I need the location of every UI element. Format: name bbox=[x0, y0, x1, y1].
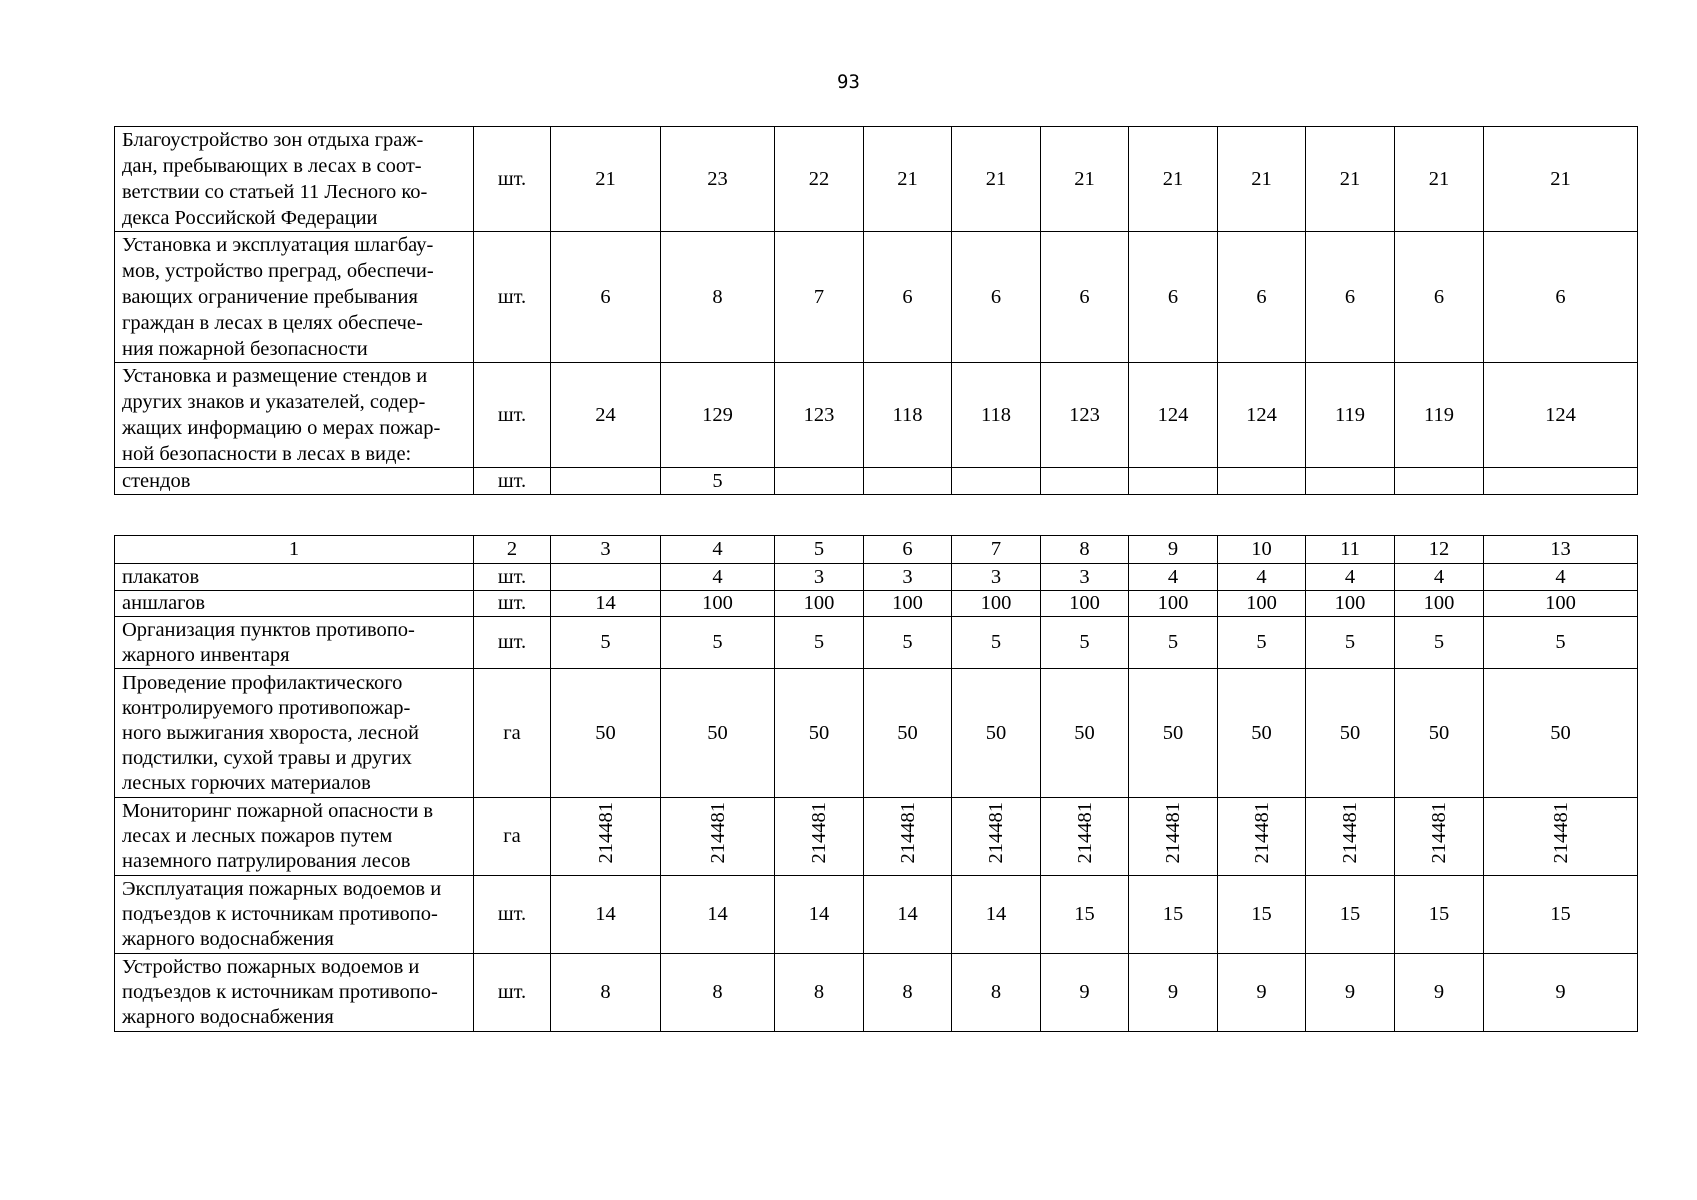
value-cell: 21 bbox=[551, 127, 661, 232]
row-name-line: ного выжигания хвороста, лесной bbox=[122, 721, 419, 744]
value-cell bbox=[1306, 798, 1395, 876]
row-name-cell bbox=[115, 876, 474, 954]
value-cell: 14 bbox=[661, 876, 775, 954]
value-cell: 50 bbox=[952, 669, 1041, 798]
value-cell: 21 bbox=[1041, 127, 1129, 232]
value-cell: 50 bbox=[1218, 669, 1306, 798]
value-text-vertical: 214481 bbox=[1162, 802, 1184, 864]
value-cell bbox=[1218, 798, 1306, 876]
value-cell bbox=[1129, 468, 1218, 495]
value-text-vertical: 214481 bbox=[1073, 802, 1096, 864]
value-cell: 5 bbox=[661, 617, 775, 669]
value-cell bbox=[952, 468, 1041, 495]
value-text-vertical: 214481 bbox=[1250, 802, 1273, 864]
table-row bbox=[115, 617, 1638, 669]
value-cell: 100 bbox=[1218, 591, 1306, 617]
value-cell: 5 bbox=[952, 617, 1041, 669]
value-cell: 22 bbox=[775, 127, 864, 232]
value-cell: 5 bbox=[661, 468, 775, 495]
value-cell: 5 bbox=[775, 617, 864, 669]
row-name-line: контролируемого противопожар- bbox=[122, 696, 411, 719]
value-cell: 8 bbox=[551, 954, 661, 1032]
value-cell: 50 bbox=[1129, 669, 1218, 798]
row-name-line: Установка и эксплуатация шлагбау- bbox=[122, 234, 434, 256]
column-number-cell: 11 bbox=[1306, 536, 1395, 564]
column-number-cell: 1 bbox=[115, 536, 474, 564]
column-number-cell: 7 bbox=[952, 536, 1041, 564]
value-cell: 6 bbox=[1484, 232, 1638, 363]
row-name-line: стендов bbox=[122, 470, 191, 492]
value-cell: 6 bbox=[1218, 232, 1306, 363]
value-text-vertical: 214481 bbox=[896, 802, 919, 864]
value-text-vertical: 214481 bbox=[985, 802, 1007, 864]
column-number-cell: 13 bbox=[1484, 536, 1638, 564]
value-cell: 5 bbox=[1306, 617, 1395, 669]
value-cell: 3 bbox=[1041, 564, 1129, 591]
row-name-line: подстилки, сухой травы и других bbox=[122, 746, 412, 769]
table-row bbox=[115, 363, 1638, 468]
value-cell: 5 bbox=[1395, 617, 1484, 669]
value-cell: 50 bbox=[661, 669, 775, 798]
value-cell: 21 bbox=[952, 127, 1041, 232]
value-cell: 5 bbox=[551, 617, 661, 669]
value-cell: 6 bbox=[864, 232, 952, 363]
value-cell bbox=[1484, 468, 1638, 495]
value-cell: 8 bbox=[864, 954, 952, 1032]
page-number: 93 bbox=[837, 71, 860, 93]
table-row bbox=[115, 127, 1638, 232]
table-continuation bbox=[114, 126, 1638, 495]
column-number-cell: 6 bbox=[864, 536, 952, 564]
row-name-line: других знаков и указателей, содер- bbox=[122, 391, 426, 413]
value-cell: 9 bbox=[1218, 954, 1306, 1032]
value-cell bbox=[1041, 468, 1129, 495]
row-name-line: лесах и лесных пожаров путем bbox=[122, 825, 393, 847]
value-cell: 124 bbox=[1484, 363, 1638, 468]
row-name-cell bbox=[115, 591, 474, 617]
row-name-line: жарного водоснабжения bbox=[122, 1006, 334, 1028]
row-name-line: жарного водоснабжения bbox=[122, 928, 334, 950]
row-name-line: подъездов к источникам противопо- bbox=[122, 981, 438, 1003]
value-cell: 100 bbox=[1484, 591, 1638, 617]
value-cell bbox=[551, 564, 661, 591]
value-cell: 15 bbox=[1041, 876, 1129, 954]
value-cell: 50 bbox=[864, 669, 952, 798]
row-name-line: Мониторинг пожарной опасности в bbox=[122, 800, 434, 822]
value-cell bbox=[551, 798, 661, 876]
unit-cell: шт. bbox=[474, 468, 551, 495]
value-cell bbox=[1041, 798, 1129, 876]
unit-cell: шт. bbox=[474, 591, 551, 617]
unit-cell: шт. bbox=[474, 363, 551, 468]
row-name-line: граждан в лесах в целях обеспече- bbox=[122, 312, 423, 334]
value-cell: 6 bbox=[952, 232, 1041, 363]
value-cell: 4 bbox=[1395, 564, 1484, 591]
value-cell: 3 bbox=[864, 564, 952, 591]
value-cell: 4 bbox=[1129, 564, 1218, 591]
value-cell: 123 bbox=[775, 363, 864, 468]
column-number-cell: 8 bbox=[1041, 536, 1129, 564]
row-name-line: наземного патрулирования лесов bbox=[122, 850, 411, 872]
value-cell: 124 bbox=[1129, 363, 1218, 468]
value-cell: 15 bbox=[1306, 876, 1395, 954]
unit-cell: шт. bbox=[474, 876, 551, 954]
column-number-cell: 2 bbox=[474, 536, 551, 564]
value-cell: 24 bbox=[551, 363, 661, 468]
table-row bbox=[115, 798, 1638, 876]
value-cell bbox=[775, 798, 864, 876]
value-cell: 6 bbox=[1041, 232, 1129, 363]
value-text-vertical: 214481 bbox=[808, 802, 830, 864]
row-name-line: лесных горючих материалов bbox=[122, 771, 371, 794]
value-cell: 6 bbox=[1306, 232, 1395, 363]
value-text-vertical: 214481 bbox=[1339, 802, 1361, 864]
value-cell: 9 bbox=[1041, 954, 1129, 1032]
value-cell: 119 bbox=[1395, 363, 1484, 468]
value-cell: 50 bbox=[551, 669, 661, 798]
unit-cell: шт. bbox=[474, 564, 551, 591]
row-name-line: подъездов к источникам противопо- bbox=[122, 903, 438, 925]
value-cell: 14 bbox=[864, 876, 952, 954]
value-cell bbox=[1306, 468, 1395, 495]
value-cell: 4 bbox=[1218, 564, 1306, 591]
unit-cell: га bbox=[474, 798, 551, 876]
value-cell: 21 bbox=[864, 127, 952, 232]
value-cell: 21 bbox=[1129, 127, 1218, 232]
value-cell: 118 bbox=[864, 363, 952, 468]
value-cell bbox=[864, 468, 952, 495]
value-cell bbox=[1484, 798, 1638, 876]
value-cell: 21 bbox=[1218, 127, 1306, 232]
row-name-cell bbox=[115, 363, 474, 468]
unit-cell: га bbox=[474, 669, 551, 798]
value-cell: 21 bbox=[1484, 127, 1638, 232]
column-number-cell: 12 bbox=[1395, 536, 1484, 564]
table-row bbox=[115, 876, 1638, 954]
value-cell: 15 bbox=[1395, 876, 1484, 954]
value-cell bbox=[952, 798, 1041, 876]
row-name-line: Устройство пожарных водоемов и bbox=[122, 956, 420, 978]
value-cell: 118 bbox=[952, 363, 1041, 468]
value-cell bbox=[775, 468, 864, 495]
value-cell: 100 bbox=[1041, 591, 1129, 617]
row-name-cell bbox=[115, 232, 474, 363]
value-cell: 21 bbox=[1306, 127, 1395, 232]
row-name-line: жащих информацию о мерах пожар- bbox=[122, 417, 441, 439]
table-numbered bbox=[114, 535, 1638, 1032]
value-cell: 6 bbox=[551, 232, 661, 363]
value-cell: 5 bbox=[1484, 617, 1638, 669]
value-cell: 119 bbox=[1306, 363, 1395, 468]
row-name-line: Эксплуатация пожарных водоемов и bbox=[122, 878, 442, 900]
value-cell: 15 bbox=[1484, 876, 1638, 954]
value-cell: 9 bbox=[1306, 954, 1395, 1032]
row-name-line: Проведение профилактического bbox=[122, 671, 403, 694]
table-row bbox=[115, 954, 1638, 1032]
row-name-line: аншлагов bbox=[122, 592, 206, 614]
value-cell bbox=[661, 798, 775, 876]
value-cell: 14 bbox=[952, 876, 1041, 954]
table-row bbox=[115, 591, 1638, 617]
value-cell: 123 bbox=[1041, 363, 1129, 468]
table-row bbox=[115, 468, 1638, 495]
unit-cell: шт. bbox=[474, 127, 551, 232]
value-cell: 3 bbox=[952, 564, 1041, 591]
value-cell: 100 bbox=[952, 591, 1041, 617]
value-cell: 100 bbox=[775, 591, 864, 617]
unit-cell: шт. bbox=[474, 232, 551, 363]
value-cell: 50 bbox=[1484, 669, 1638, 798]
value-cell: 14 bbox=[551, 591, 661, 617]
value-cell: 124 bbox=[1218, 363, 1306, 468]
value-cell: 5 bbox=[864, 617, 952, 669]
row-name-cell bbox=[115, 798, 474, 876]
value-cell bbox=[864, 798, 952, 876]
row-name-line: Установка и размещение стендов и bbox=[122, 365, 428, 387]
row-name-cell bbox=[115, 127, 474, 232]
unit-cell: шт. bbox=[474, 617, 551, 669]
value-cell: 6 bbox=[1395, 232, 1484, 363]
value-cell: 8 bbox=[775, 954, 864, 1032]
row-name-cell bbox=[115, 669, 474, 798]
value-cell bbox=[1129, 798, 1218, 876]
row-name-cell bbox=[115, 564, 474, 591]
row-name-line: ной безопасности в лесах в виде: bbox=[122, 443, 412, 465]
value-cell: 50 bbox=[1041, 669, 1129, 798]
table-row bbox=[115, 669, 1638, 798]
value-cell: 6 bbox=[1129, 232, 1218, 363]
value-cell: 100 bbox=[1306, 591, 1395, 617]
value-cell: 8 bbox=[952, 954, 1041, 1032]
value-cell: 4 bbox=[661, 564, 775, 591]
value-cell: 129 bbox=[661, 363, 775, 468]
value-cell: 9 bbox=[1395, 954, 1484, 1032]
column-number-cell: 3 bbox=[551, 536, 661, 564]
value-cell bbox=[1218, 468, 1306, 495]
value-cell: 7 bbox=[775, 232, 864, 363]
row-name-line: декса Российской Федерации bbox=[122, 207, 378, 229]
value-cell: 21 bbox=[1395, 127, 1484, 232]
column-number-cell: 10 bbox=[1218, 536, 1306, 564]
value-cell: 50 bbox=[1395, 669, 1484, 798]
value-cell: 14 bbox=[551, 876, 661, 954]
row-name-cell bbox=[115, 468, 474, 495]
value-cell: 100 bbox=[661, 591, 775, 617]
row-name-cell bbox=[115, 617, 474, 669]
unit-cell: шт. bbox=[474, 954, 551, 1032]
value-cell: 5 bbox=[1218, 617, 1306, 669]
value-cell: 9 bbox=[1484, 954, 1638, 1032]
value-cell: 23 bbox=[661, 127, 775, 232]
row-name-line: Благоустройство зон отдыха граж- bbox=[122, 129, 424, 151]
value-cell: 4 bbox=[1306, 564, 1395, 591]
row-name-line: вающих ограничение пребывания bbox=[122, 286, 418, 308]
row-name-line: Организация пунктов противопо- bbox=[122, 618, 415, 641]
column-number-cell: 5 bbox=[775, 536, 864, 564]
row-name-line: плакатов bbox=[122, 565, 200, 588]
value-cell: 4 bbox=[1484, 564, 1638, 591]
value-cell: 8 bbox=[661, 232, 775, 363]
value-cell: 100 bbox=[1395, 591, 1484, 617]
value-cell: 100 bbox=[1129, 591, 1218, 617]
value-cell: 5 bbox=[1129, 617, 1218, 669]
row-name-line: ния пожарной безопасности bbox=[122, 338, 368, 360]
value-cell: 9 bbox=[1129, 954, 1218, 1032]
value-cell: 5 bbox=[1041, 617, 1129, 669]
column-number-cell: 9 bbox=[1129, 536, 1218, 564]
value-cell bbox=[1395, 468, 1484, 495]
value-cell: 15 bbox=[1129, 876, 1218, 954]
row-name-cell bbox=[115, 954, 474, 1032]
value-cell: 15 bbox=[1218, 876, 1306, 954]
value-text-vertical: 214481 bbox=[1428, 802, 1450, 864]
row-name-line: мов, устройство преград, обеспечи- bbox=[122, 260, 434, 282]
value-cell: 100 bbox=[864, 591, 952, 617]
value-cell: 50 bbox=[775, 669, 864, 798]
row-name-line: дан, пребывающих в лесах в соот- bbox=[122, 155, 422, 177]
value-cell: 50 bbox=[1306, 669, 1395, 798]
value-cell: 3 bbox=[775, 564, 864, 591]
table-row bbox=[115, 564, 1638, 591]
table-row bbox=[115, 232, 1638, 363]
value-cell bbox=[551, 468, 661, 495]
value-cell: 8 bbox=[661, 954, 775, 1032]
value-text-vertical: 214481 bbox=[1549, 802, 1572, 864]
value-text-vertical: 214481 bbox=[706, 802, 729, 864]
row-name-line: жарного инвентаря bbox=[122, 643, 290, 666]
column-number-row bbox=[115, 536, 1638, 564]
row-name-line: ветствии со статьей 11 Лесного ко- bbox=[122, 181, 428, 203]
column-number-cell: 4 bbox=[661, 536, 775, 564]
value-cell bbox=[1395, 798, 1484, 876]
value-text-vertical: 214481 bbox=[594, 802, 617, 864]
value-cell: 14 bbox=[775, 876, 864, 954]
